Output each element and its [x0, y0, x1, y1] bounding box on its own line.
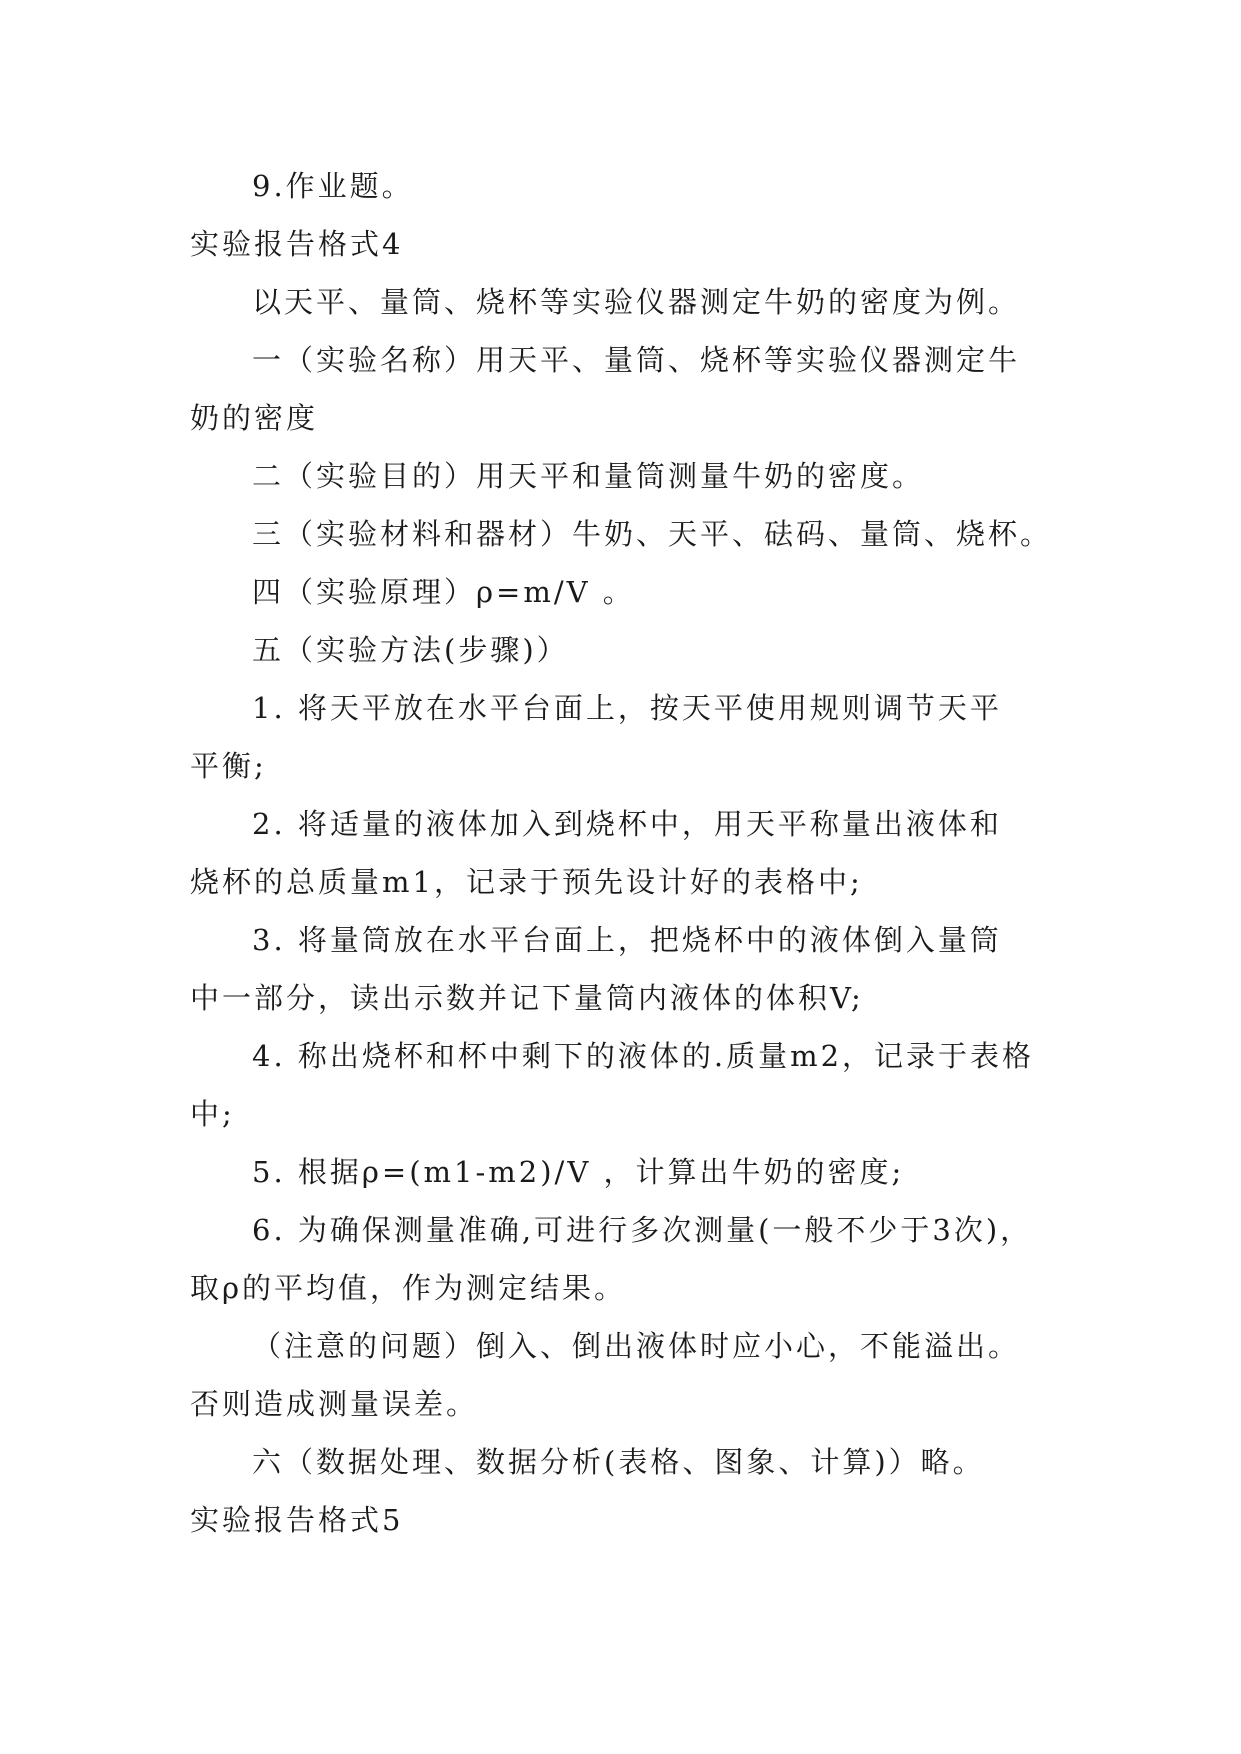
step-6-continued: 取ρ的平均值，作为测定结果。 [190, 1271, 627, 1305]
section-heading-format-5: 实验报告格式5 [190, 1503, 404, 1537]
data-processing: 六（数据处理、数据分析(表格、图象、计算)）略。 [252, 1445, 985, 1479]
step-3-continued: 中一部分，读出示数并记下量筒内液体的体积V; [190, 981, 864, 1015]
notes: （注意的问题）倒入、倒出液体时应小心，不能溢出。 [252, 1329, 1021, 1363]
step-6: 6. 为确保测量准确,可进行多次测量(一般不少于3次)， [252, 1213, 1033, 1247]
experiment-method-heading: 五（实验方法(步骤)） [252, 633, 569, 667]
step-4-continued: 中; [190, 1097, 235, 1131]
step-1-continued: 平衡; [190, 749, 267, 783]
step-1: 1. 将天平放在水平台面上，按天平使用规则调节天平 [252, 691, 1002, 725]
experiment-principle: 四（实验原理）ρ=m/V 。 [252, 575, 635, 609]
step-4: 4. 称出烧杯和杯中剩下的液体的.质量m2，记录于表格 [252, 1039, 1035, 1073]
section-heading-format-4: 实验报告格式4 [190, 227, 404, 261]
experiment-purpose: 二（实验目的）用天平和量筒测量牛奶的密度。 [252, 459, 925, 493]
experiment-materials: 三（实验材料和器材）牛奶、天平、砝码、量筒、烧杯。 [252, 517, 1053, 551]
step-2-continued: 烧杯的总质量m1，记录于预先设计好的表格中; [190, 865, 863, 899]
notes-continued: 否则造成测量误差。 [190, 1387, 479, 1421]
homework-item: 9.作业题。 [252, 169, 414, 203]
experiment-name-continued: 奶的密度 [190, 401, 319, 435]
step-2: 2. 将适量的液体加入到烧杯中，用天平称量出液体和 [252, 807, 1002, 841]
step-5: 5. 根据ρ=(m1-m2)/V ，计算出牛奶的密度; [252, 1155, 905, 1189]
intro-paragraph: 以天平、量筒、烧杯等实验仪器测定牛奶的密度为例。 [252, 285, 1021, 319]
experiment-name: 一（实验名称）用天平、量筒、烧杯等实验仪器测定牛 [252, 343, 1021, 377]
step-3: 3. 将量筒放在水平台面上，把烧杯中的液体倒入量筒 [252, 923, 1002, 957]
